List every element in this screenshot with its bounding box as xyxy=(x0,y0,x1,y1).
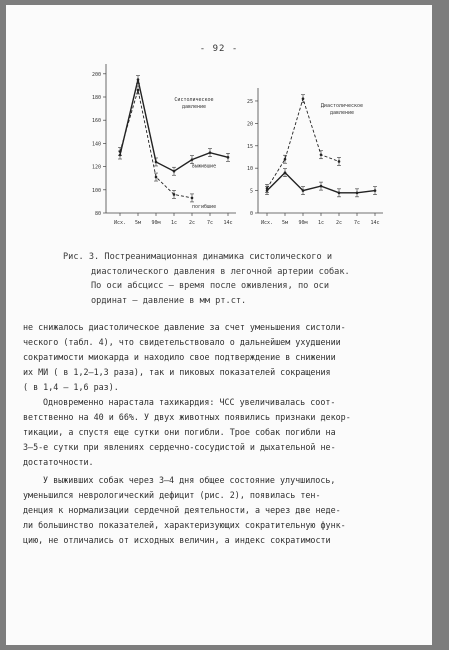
text-line: ветственно на 40 и 66%. У двух животных появились признаки декор- xyxy=(23,412,351,422)
data-point xyxy=(266,187,269,190)
body-text xyxy=(23,320,351,548)
x-tick-label: 90м xyxy=(298,220,308,226)
chart-title: давление xyxy=(329,110,355,116)
y-tick-label: 200 xyxy=(91,71,101,78)
chart-title: давление xyxy=(181,104,207,110)
data-point xyxy=(173,193,176,196)
data-point xyxy=(137,78,140,81)
chart-title: Диастолическое xyxy=(320,103,364,109)
data-point xyxy=(155,176,158,179)
x-tick-label: 5м xyxy=(281,220,289,226)
y-tick-label: 160 xyxy=(91,118,101,125)
caption-line: диастолического давления в легочной артерии собак. xyxy=(91,266,350,277)
text-line: 3–5-е сутки при явлениях сердечно-сосудистой и дыхательной не- xyxy=(23,442,336,452)
x-tick-label: Исх. xyxy=(113,220,127,226)
data-point xyxy=(338,160,341,163)
data-point xyxy=(191,158,194,161)
text-line: достаточности. xyxy=(23,457,94,467)
series-line-1 xyxy=(120,80,228,172)
y-tick-label: 100 xyxy=(91,187,101,194)
x-tick-label: 1с xyxy=(317,220,325,226)
y-tick-label: 20 xyxy=(246,121,253,128)
data-point xyxy=(302,189,305,192)
text-line: уменьшился неврологический дефицит (рис. 2), появилась тен- xyxy=(23,490,321,500)
line-chart-1 xyxy=(92,64,236,226)
y-tick-label: 120 xyxy=(91,164,101,171)
x-tick-label: 7с xyxy=(353,220,361,226)
text-line: ( в 1,4 – 1,6 раз). xyxy=(23,382,119,392)
figure-caption xyxy=(63,250,350,308)
text-line: сократимости миокарда и находило свое подтверждение в снижении xyxy=(23,352,336,362)
caption-line: По оси абсцисс – время после оживления, по оси xyxy=(91,281,329,291)
y-tick-label: 80 xyxy=(94,211,101,217)
x-tick-label: 2с xyxy=(188,220,196,226)
data-point xyxy=(155,161,158,164)
text-line: Одновременно нарастала тахикардия: ЧСС увеличивалась соот- xyxy=(43,397,336,407)
y-tick-label: 180 xyxy=(91,95,101,101)
data-point xyxy=(227,156,230,159)
y-tick-label: 10 xyxy=(246,166,253,173)
text-line: У выживших собак через 3–4 дня общее состояние улучшилось, xyxy=(43,475,336,485)
x-tick-label: 14с xyxy=(370,220,380,226)
series-label: погибшие xyxy=(192,203,217,210)
caption-line: Рис. 3. Постреанимационная динамика систолического и xyxy=(63,252,333,262)
text-line: денция к нормализации сердечной деятельности, а через две неде- xyxy=(23,505,341,515)
x-tick-label: 5м xyxy=(134,220,142,226)
x-tick-label: 7с xyxy=(206,220,214,226)
y-tick-label: 25 xyxy=(246,98,253,105)
series-label: выжившие xyxy=(192,163,217,170)
x-tick-label: 14с xyxy=(223,220,233,226)
y-tick-label: 140 xyxy=(91,141,101,148)
y-tick-label: 15 xyxy=(246,143,253,150)
series-line-2 xyxy=(267,99,339,189)
text-line: ческого (табл. 4), что свидетельствовало о дальнейшем ухудшении xyxy=(23,337,341,347)
data-point xyxy=(119,150,122,153)
x-tick-label: 1с xyxy=(170,220,178,226)
x-tick-label: 2с xyxy=(335,220,343,226)
data-point xyxy=(338,192,341,195)
data-point xyxy=(191,197,194,200)
text-line: не снижалось диастолическое давление за счет уменьшения систоли- xyxy=(23,322,346,332)
y-tick-label: 5 xyxy=(249,188,253,195)
y-tick-label: 0 xyxy=(249,211,253,217)
page-number: - 92 - xyxy=(199,44,239,54)
data-point xyxy=(302,97,305,100)
data-point xyxy=(356,192,359,195)
data-point xyxy=(173,170,176,173)
document-page xyxy=(6,5,432,645)
text-line: тикации, а спустя еще сутки они погибли. Трое собак погибли на xyxy=(23,427,336,437)
line-chart-2 xyxy=(247,88,383,226)
x-tick-label: Исх. xyxy=(260,220,274,226)
text-line: ли большинство показателей, характеризующих сократительную функ- xyxy=(23,520,346,530)
chart-title: Систолическое xyxy=(174,97,214,103)
text-line: их МИ ( в 1,2–1,3 раза), так и пиковых показателей сокращения xyxy=(23,367,331,377)
data-point xyxy=(374,189,377,192)
x-tick-label: 90м xyxy=(151,220,161,226)
text-line: цию, не отличались от исходных величин, а индекс сократимости xyxy=(23,535,331,545)
data-point xyxy=(320,153,323,156)
data-point xyxy=(320,185,323,188)
data-point xyxy=(209,151,212,154)
data-point xyxy=(284,171,287,174)
caption-line: ординат – давление в мм рт.ст. xyxy=(91,295,247,306)
data-point xyxy=(284,158,287,161)
data-point xyxy=(137,89,140,92)
